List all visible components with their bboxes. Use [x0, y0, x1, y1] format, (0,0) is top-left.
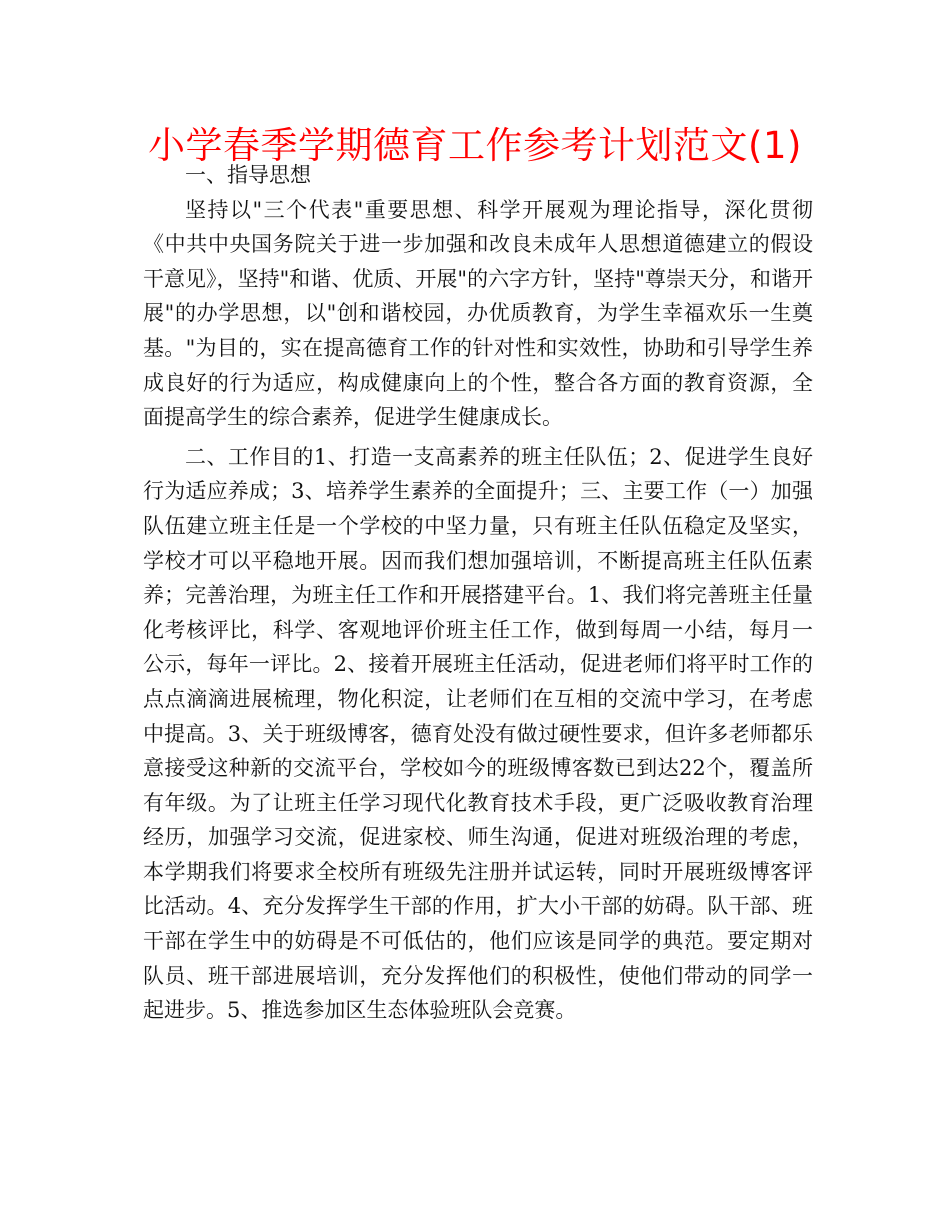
section-heading-guiding-thought: 一、指导思想	[185, 163, 311, 187]
paragraph-guiding-thought: 坚持以"三个代表"重要思想、科学开展观为理论指导，深化贯彻《中共中央国务院关于进一步加强和改良未成年人思想道德建立的假设干意见》，坚持"和谐、优质、开展"的六字方针，坚持"尊崇天分，和谐开展"的办学思想，以"创和谐校园，办优质教育，为学生幸福欢乐一生奠基。"为目的，实在提高德育工作的针对性和实效性，协助和引导学生养成良好的行为适应，构成健康向上的个性，整合各方面的教育资源，全面提高学生的综合素养，促进学生健康成长。	[143, 197, 813, 430]
paragraph-work-goals-and-tasks: 二、工作目的1、打造一支高素养的班主任队伍；2、促进学生良好行为适应养成；3、培养学生素养的全面提升；三、主要工作（一）加强队伍建立班主任是一个学校的中坚力量，只有班主任队伍稳定及坚实，学校才可以平稳地开展。因而我们想加强培训，不断提高班主任队伍素养；完善治理，为班主任工作和开展搭建平台。1、我们将完善班主任量化考核评比，科学、客观地评价班主任工作，做到每周一小结，每月一公示，每年一评比。2、接着开展班主任活动，促进老师们将平时工作的点点滴滴进展梳理，物化积淀，让老师们在互相的交流中学习，在考虑中提高。3、关于班级博客，德育处没有做过硬性要求，但许多老师都乐意接受这种新的交流平台，学校如今的班级博客数已到达22个，覆盖所有年级。为了让班主任学习现代化教育技术手段，更广泛吸收教育治理经历，加强学习交流，促进家校、师生沟通，促进对班级治理的考虑，本学期我们将要求全校所有班级先注册并试运转，同时开展班级博客评比活动。4、充分发挥学生干部的作用，扩大小干部的妨碍。队干部、班干部在学生中的妨碍是不可低估的，他们应该是同学的典范。要定期对队员、班干部进展培训，充分发挥他们的积极性，使他们带动的同学一起进步。5、推选参加区生态体验班队会竞赛。	[143, 444, 813, 1023]
document-body	[143, 158, 813, 1028]
document-title: 小学春季学期德育工作参考计划范文(1)	[148, 124, 802, 167]
